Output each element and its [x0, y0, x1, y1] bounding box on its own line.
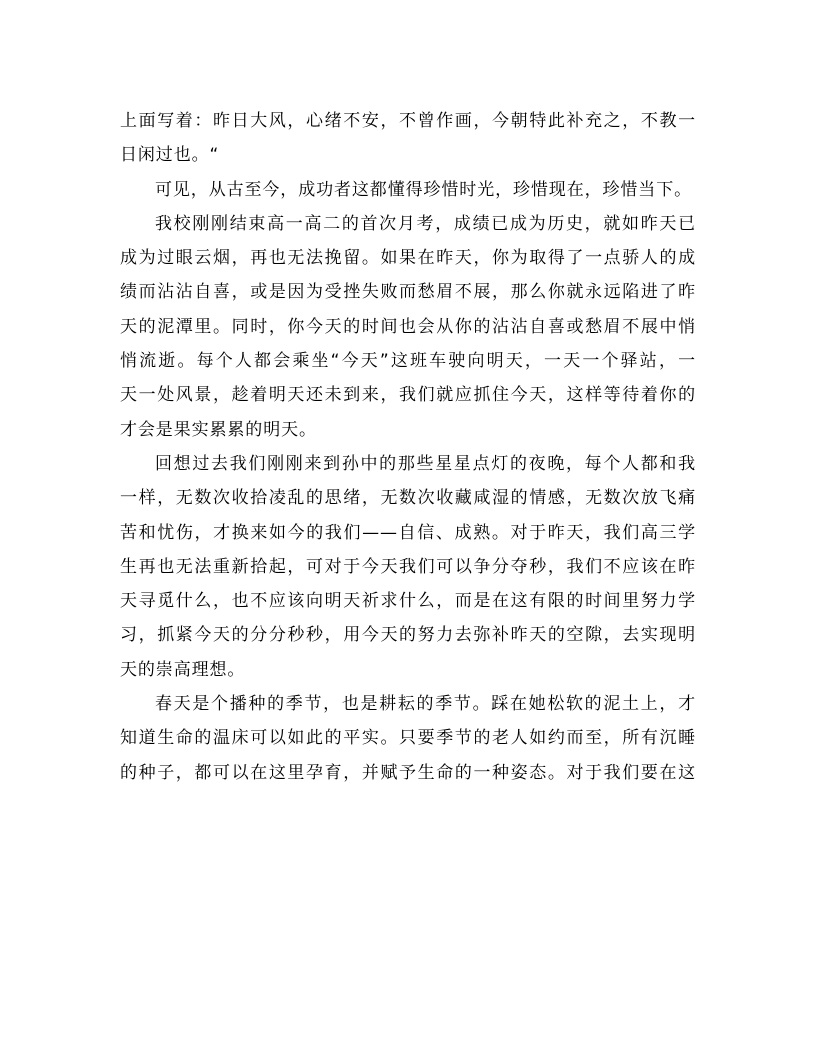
text-line: 成为过眼云烟，再也无法挽留。如果在昨天，你为取得了一点骄人的成	[120, 248, 696, 269]
text-line: 苦和忧伤，才换来如今的我们——自信、成熟。对于昨天，我们高三学	[120, 522, 696, 543]
text-line: 春天是个播种的季节，也是耕耘的季节。踩在她松软的泥土上，才	[155, 694, 696, 715]
paragraph	[120, 173, 696, 207]
paragraph	[120, 104, 696, 173]
text-line: 天寻觅什么，也不应该向明天祈求什么，而是在这有限的时间里努力学	[120, 591, 696, 612]
text-line: 的种子，都可以在这里孕育，并赋予生命的一种姿态。对于我们要在这	[120, 762, 696, 783]
text-line: 绩而沾沾自喜，或是因为受挫失败而愁眉不展，那么你就永远陷进了昨	[120, 282, 696, 303]
text-line: 一样，无数次收拾凌乱的思绪，无数次收藏咸湿的情感，无数次放飞痛	[120, 488, 696, 509]
text-line: 天的泥潭里。同时，你今天的时间也会从你的沾沾自喜或愁眉不展中悄	[120, 316, 696, 337]
text-line: 天的崇高理想。	[120, 659, 246, 680]
text-line: 生再也无法重新拾起，可对于今天我们可以争分夺秒，我们不应该在昨	[120, 556, 696, 577]
text-line: 可见，从古至今，成功者这都懂得珍惜时光，珍惜现在，珍惜当下。	[155, 179, 692, 200]
text-line: 回想过去我们刚刚来到孙中的那些星星点灯的夜晚，每个人都和我	[155, 453, 696, 474]
text-line: 日闲过也。“	[120, 145, 220, 166]
text-line: 知道生命的温床可以如此的平实。只要季节的老人如约而至，所有沉睡	[120, 728, 696, 749]
text-line: 上面写着：昨日大风，心绪不安，不曾作画，今朝特此补充之，不教一	[120, 111, 696, 131]
paragraph	[120, 207, 696, 447]
text-line: 才会是果实累累的明天。	[120, 419, 317, 440]
paragraph	[120, 687, 696, 790]
paragraph	[120, 447, 696, 687]
text-line: 悄流逝。每个人都会乘坐“今天”这班车驶向明天，一天一个驿站，一	[120, 351, 696, 372]
text-line: 习，抓紧今天的分分秒秒，用今天的努力去弥补昨天的空隙，去实现明	[120, 625, 696, 646]
text-line: 天一处风景，趁着明天还未到来，我们就应抓住今天，这样等待着你的	[120, 385, 696, 406]
document-body	[120, 104, 696, 790]
text-line: 我校刚刚结束高一高二的首次月考，成绩已成为历史，就如昨天已	[155, 213, 696, 234]
